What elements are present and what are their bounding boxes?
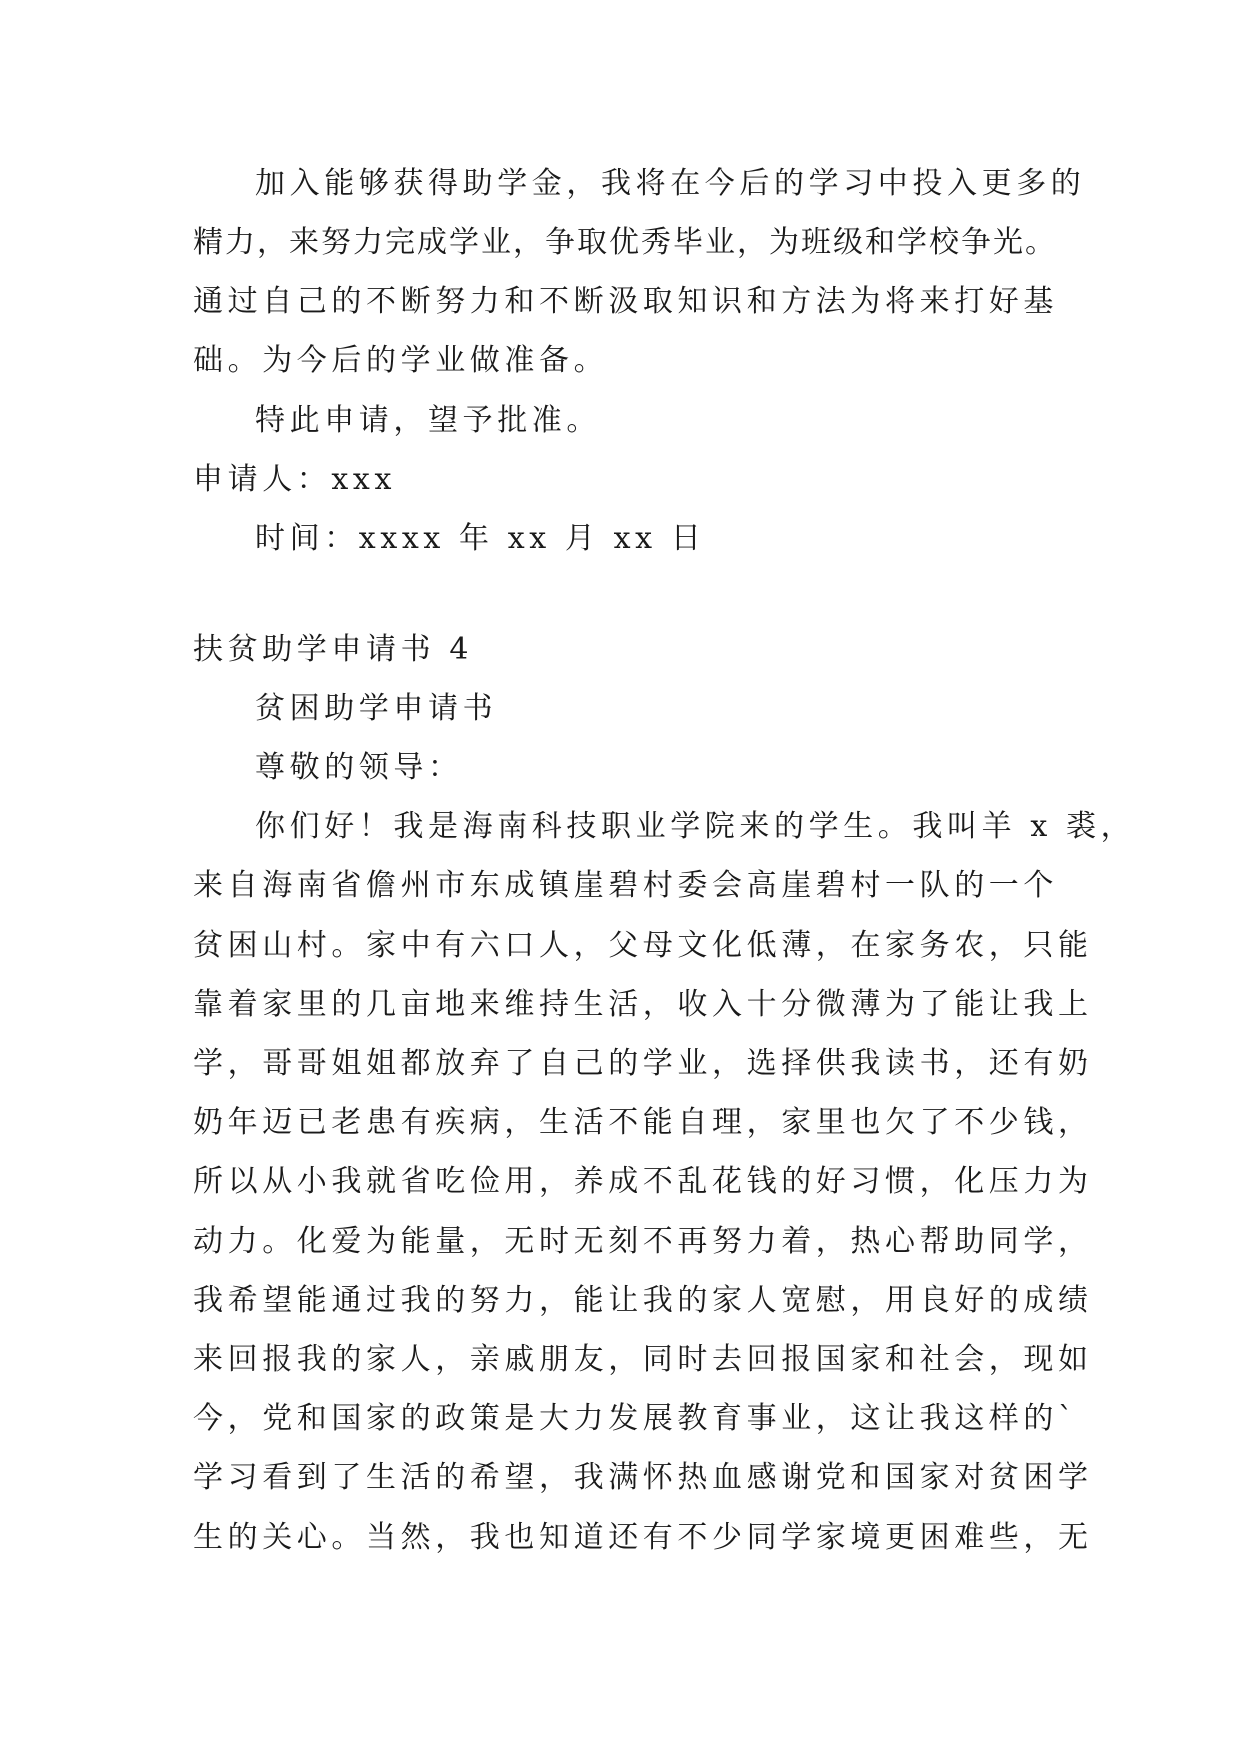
body-line: 我希望能通过我的努力，能让我的家人宽慰，用良好的成绩 — [193, 1283, 1093, 1318]
body-line: 来自海南省儋州市东成镇崖碧村委会高崖碧村一队的一个 — [193, 868, 1058, 903]
salutation: 尊敬的领导： — [255, 750, 463, 785]
body-line: 动力。化爱为能量，无时无刻不再努力着，热心帮助同学， — [193, 1224, 1093, 1259]
body-line: 贫困山村。家中有六口人，父母文化低薄，在家务农，只能 — [193, 928, 1093, 963]
body-line: 靠着家里的几亩地来维持生活，收入十分微薄为了能让我上 — [193, 987, 1093, 1022]
body-line: 学，哥哥姐姐都放弃了自己的学业，选择供我读书，还有奶 — [193, 1046, 1093, 1081]
section-heading: 扶贫助学申请书 4 — [193, 632, 474, 667]
body-line: 奶年迈已老患有疾病，生活不能自理，家里也欠了不少钱， — [193, 1105, 1093, 1140]
body-line: 生的关心。当然，我也知道还有不少同学家境更困难些，无 — [193, 1520, 1093, 1555]
paragraph-line: 加入能够获得助学金，我将在今后的学习中投入更多的 — [255, 166, 1086, 201]
letter-title: 贫困助学申请书 — [255, 691, 498, 726]
date-line: 时间：xxxx 年 xx 月 xx 日 — [255, 521, 706, 556]
body-line: 学习看到了生活的希望，我满怀热血感谢党和国家对贫困学 — [193, 1460, 1093, 1495]
paragraph-line: 精力，来努力完成学业，争取优秀毕业，为班级和学校争光。 — [193, 225, 1057, 260]
body-line: 今，党和国家的政策是大力发展教育事业，这让我这样的` — [193, 1401, 1078, 1436]
paragraph-line: 础。为今后的学业做准备。 — [193, 343, 609, 378]
body-line: 你们好！我是海南科技职业学院来的学生。我叫羊 x 裘， — [255, 809, 1136, 844]
body-line: 来回报我的家人，亲戚朋友，同时去回报国家和社会，现如 — [193, 1342, 1093, 1377]
paragraph-line: 通过自己的不断努力和不断汲取知识和方法为将来打好基 — [193, 284, 1058, 319]
body-line: 所以从小我就省吃俭用，养成不乱花钱的好习惯，化压力为 — [193, 1164, 1093, 1199]
closing-line: 特此申请，望予批准。 — [255, 403, 601, 438]
applicant-line: 申请人：xxx — [193, 462, 396, 497]
